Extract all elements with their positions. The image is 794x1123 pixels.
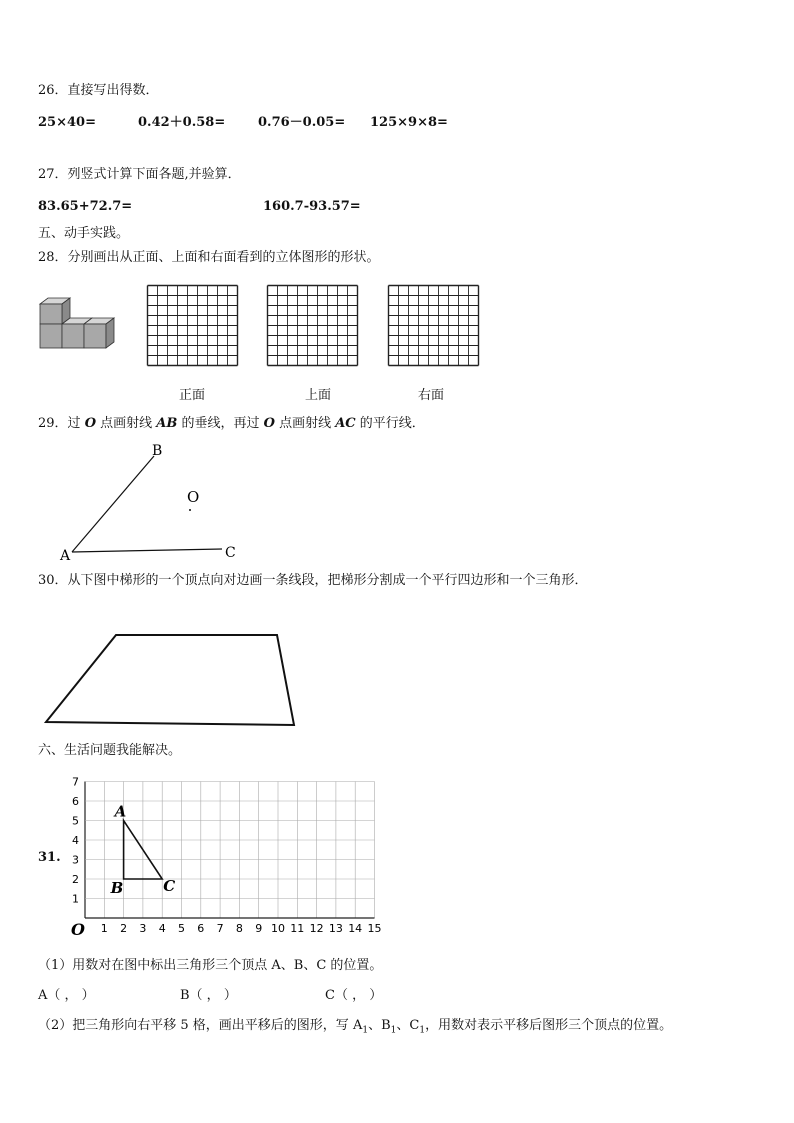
caption-right: 右面 [417, 388, 444, 403]
q26-item-4: 125×9×8= [370, 115, 448, 130]
q28-title: 28．分别画出从正面、上面和右面看到的立体图形的形状。 [38, 250, 380, 265]
x-tick-label: 2 [120, 922, 128, 935]
x-tick-label: 14 [348, 922, 363, 935]
label-o: O [187, 488, 200, 506]
grid-front [147, 285, 238, 366]
grid-top [267, 285, 358, 366]
q27-item-2: 160.7-93.57= [263, 199, 361, 214]
answer-c[interactable]: C（ ， ） [325, 988, 383, 1003]
cube-figure [38, 296, 118, 354]
y-tick-label: 4 [72, 834, 79, 847]
q30-title: 30．从下图中梯形的一个顶点向对边画一条线段，把梯形分割成一个平行四边形和一个三角形． [38, 573, 588, 588]
section-5-heading: 五、动手实践。 [38, 226, 130, 241]
q31-number: 31. [38, 850, 61, 865]
x-tick-label: 12 [309, 922, 324, 935]
label-b: B [152, 443, 163, 459]
y-tick-label: 6 [72, 795, 79, 808]
x-tick-label: 4 [158, 922, 166, 935]
trapezoid-figure [40, 630, 302, 730]
vertex-label-c: C [163, 877, 176, 895]
x-tick-label: 7 [216, 922, 224, 935]
caption-top: 上面 [304, 388, 331, 403]
q26-item-1: 25×40= [38, 115, 96, 130]
y-tick-label: 2 [72, 873, 79, 886]
q29-title: 29．过 O 点画射线 AB 的垂线，再过 O 点画射线 AC 的平行线． [38, 416, 425, 431]
q27-item-1: 83.65+72.7= [38, 199, 133, 214]
x-tick-label: 13 [328, 922, 343, 935]
q31-sub2: （2）把三角形向右平移 5 格，画出平移后的图形，写 $A_1$、$B_1$、$C_1$，用数对表示平移后图形三个顶点的位置。 [38, 1018, 673, 1036]
x-tick-label: 6 [197, 922, 205, 935]
y-tick-label: 3 [72, 853, 79, 867]
q31-sub1: （1）用数对在图中标出三角形三个顶点 A、B、C 的位置。 [38, 958, 383, 973]
label-c: C [225, 545, 236, 561]
x-tick-label: 8 [235, 922, 243, 935]
origin-label: O [71, 920, 85, 939]
q27-title: 27．列竖式计算下面各题,并验算． [38, 167, 241, 182]
y-tick-label: 5 [72, 814, 79, 828]
x-tick-label: 1 [100, 922, 108, 935]
answer-b[interactable]: B（ ， ） [180, 988, 237, 1003]
x-tick-label: 11 [290, 922, 305, 935]
q26-item-3: 0.76－0.05= [258, 115, 346, 130]
y-tick-label: 7 [72, 775, 79, 789]
x-tick-label: 9 [255, 922, 263, 935]
grid-right [388, 285, 479, 366]
x-tick-label: 5 [178, 922, 185, 935]
label-a: A [60, 548, 71, 564]
section-6-heading: 六、生活问题我能解决。 [38, 743, 182, 758]
answer-a[interactable]: A（ ， ） [38, 988, 95, 1003]
vertex-label-b: B [110, 879, 124, 897]
caption-front: 正面 [178, 388, 205, 403]
ray-figure [60, 440, 250, 565]
y-tick-label: 1 [72, 892, 79, 906]
x-tick-label: 3 [139, 922, 147, 935]
q26-item-2: 0.42＋0.58= [138, 115, 226, 130]
x-tick-label: 15 [367, 922, 382, 935]
vertex-label-a: A [114, 802, 127, 821]
q26-title: 26．直接写出得数． [38, 83, 159, 98]
x-tick-label: 10 [271, 922, 285, 935]
coordinate-grid [60, 770, 390, 940]
